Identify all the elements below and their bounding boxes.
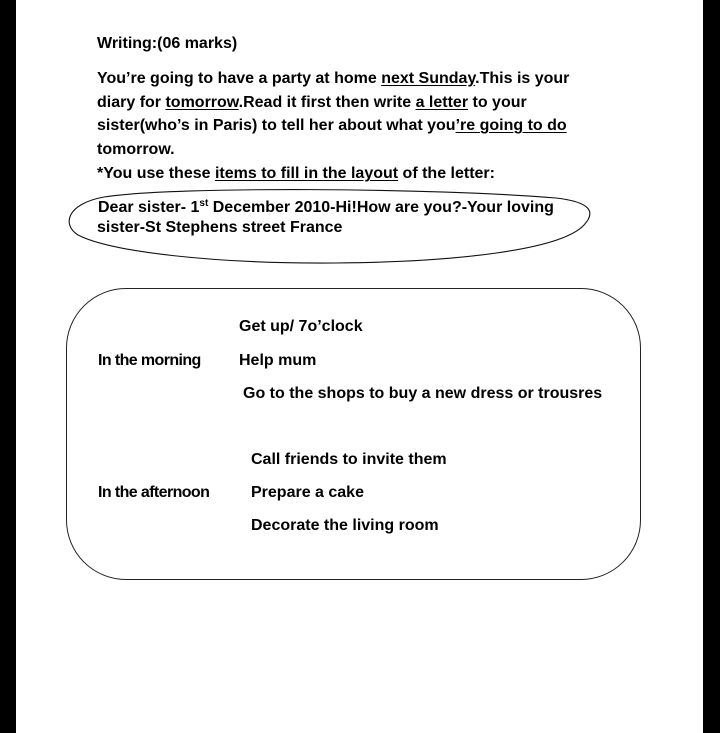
underlined-items-layout: items to fill in the layout: [214, 165, 399, 182]
morning-activity-1: Get up/ 7o’clock: [239, 318, 363, 335]
items-intro: *You use these items to fill in the layout of the letter:: [97, 165, 495, 182]
letter-items-line-2: sister-St Stephens street France: [97, 219, 343, 236]
afternoon-activity-3: Decorate the living room: [251, 517, 439, 534]
morning-activity-3: Go to the shops to buy a new dress or trousres: [243, 385, 603, 402]
instruction-line-4: tomorrow.: [97, 140, 175, 158]
morning-activity-2: Help mum: [239, 352, 317, 369]
instruction-line-2: diary for tomorrow.Read it first then write a letter to your: [97, 93, 527, 111]
morning-label: In the morning: [98, 352, 201, 369]
instruction-line-3: sister(who’s in Paris) to tell her about what you’re going to do: [97, 117, 567, 134]
afternoon-activity-2: Prepare a cake: [251, 484, 364, 501]
section-heading: Writing:(06 marks): [97, 35, 238, 52]
letter-items-line-1: Dear sister- 1st December 2010-Hi!How are you?-Your loving: [98, 198, 554, 216]
underlined-a-letter: a letter: [415, 93, 469, 111]
underlined-tomorrow: tomorrow: [165, 93, 239, 111]
afternoon-activity-1: Call friends to invite them: [251, 451, 447, 468]
afternoon-label: In the afternoon: [98, 484, 210, 501]
underlined-next-sunday: next Sunday: [381, 70, 476, 87]
worksheet-page: [16, 0, 703, 733]
instruction-line-1: You’re going to have a party at home next Sunday.This is your: [97, 70, 570, 87]
underlined-going-to-do: ’re going to do: [455, 117, 567, 134]
